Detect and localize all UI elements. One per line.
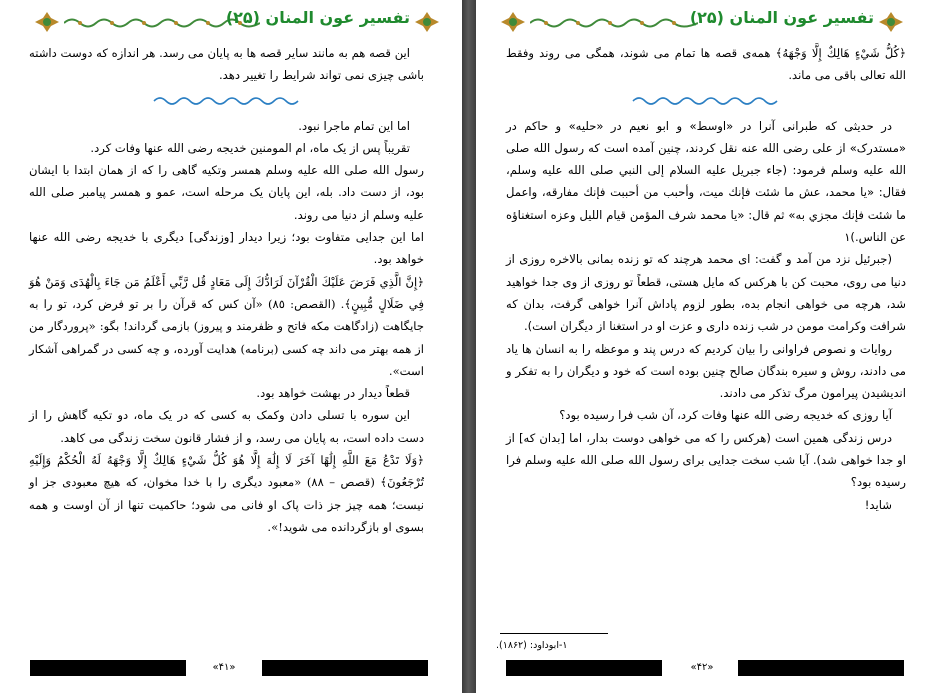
paragraph: تقریباً پس از یک ماه، ام المومنین خدیجه رضی الله عنها وفات کرد.	[90, 140, 410, 155]
footer-bar	[738, 660, 904, 676]
footer-bar	[506, 660, 662, 676]
quran-verse-paragraph: ﴿كُلُّ شَيْءٍ هَالِكٌ إِلَّا وَجْهَهُ﴾ همه‌ی قصه ها تمام می شوند، همگی می روند وفقط الله تعالی باقی می ماند.	[506, 46, 906, 83]
paragraph: این قصه هم به مانند سایر قصه ها به پایان می رسد. هر اندازه که دوست داشته باشی چیزی نمی تواند شرایط را تغییر دهد.	[29, 46, 424, 83]
page-header	[496, 6, 908, 36]
rosette-ornament-icon	[500, 11, 526, 33]
page-41	[0, 0, 462, 693]
quran-verse-paragraph: ﴿إِنَّ الَّذِي فَرَضَ عَلَيْكَ الْقُرْآنَ لَرَادُّكَ إِلَى مَعَادٍ قُل رَّبِّي أَعْلَمُ مَن جَاءَ بِالْهُدَى وَمَنْ هُوَ فِي ضَلَالٍ مُّبِينٍ﴾. (القصص: ٨٥) «آن کس که قرآن را بر تو فرض کرد، تو را به جایگاهت (زادگاهت مکه فاتح و ظفرمند و پیروز) بازمی گرداند! بگو: «پروردگار من از همه بهتر می داند چه کسی (برنامه) هدایت آورده، و چه کسی در گمراهی آشکار است».	[29, 274, 424, 378]
paragraph: آیا روزی که خدیجه رضی الله عنها وفات کرد، آن شب فرا رسیده بود؟	[559, 408, 892, 423]
paragraph: این سوره با تسلی دادن وکمک به کسی که در یک ماه، دو تکیه گاهش را از دست داده است، به پایان می رسد، و از فشار قانون سخت زندگی می کاهد.	[29, 408, 424, 445]
quran-verse-paragraph: ﴿وَلَا تَدْعُ مَعَ اللَّهِ إِلَٰهًا آخَرَ لَا إِلَٰهَ إِلَّا هُوَ كُلُّ شَيْءٍ هَالِكٌ إِلَّا وَجْهَهُ لَهُ الْحُكْمُ وَإِلَيْهِ تُرْجَعُونَ﴾ (قصص – ٨٨) «معبود دیگری را با خدا مخوان، که هیچ معبودی جز او نیست؛ همه چیز جز ذات پاک او فانی می شود؛ حاکمیت تنها از آن اوست و همه بسوی او بازگردانده می شوید!».	[29, 453, 424, 534]
header-title: تفسیر عون المنان (۲۵)	[689, 8, 874, 27]
page-number: «۴۱»	[212, 662, 236, 673]
paragraph: اما این جدایی متفاوت بود؛ زیرا دیدار [وزندگی] دیگری با خدیجه رضی الله عنها خواهد بود.	[29, 230, 424, 267]
page-body	[506, 42, 906, 516]
paragraph: قطعاً دیدار در بهشت خواهد بود.	[256, 386, 410, 401]
footer-bar	[30, 660, 186, 676]
paragraph: درس زندگی همین است (هرکس را که می خواهی دوست بدار، اما [بدان که] از او جدا خواهی شد). آیا شب سخت جدایی برای رسول الله صلی الله علیه وسلم فرا رسیده بود؟	[506, 430, 906, 490]
page-footer	[476, 660, 926, 676]
section-separator	[152, 95, 302, 107]
vine-ornament	[530, 16, 698, 30]
footer-bar	[262, 660, 428, 676]
paragraph: رسول الله صلی الله علیه وسلم همسر وتکیه گاهی را که از همان ابتدا با ایشان بود، از دست داد. بله، این پایان یک مرحله است، عمو و همسر پیامبر صلی الله علیه وسلم از دنیا می روند.	[29, 163, 424, 222]
book-spine	[462, 0, 476, 693]
header-title: تفسیر عون المنان (۲۵)	[225, 8, 410, 27]
page-footer	[0, 660, 462, 676]
rosette-ornament-icon	[878, 11, 904, 33]
paragraph: روایات و نصوص فراوانی را بیان کردیم که درس پند و موعظه را به انسان ها یاد می دادند، روش و سیره بندگان صالح چنین بوده است که خود و دیگران را به تفکر و اندیشیدن پیرامون مرگ تذکر می دادند.	[506, 341, 906, 401]
page-42	[476, 0, 926, 693]
page-number: «۴۲»	[690, 662, 714, 673]
paragraph: در حدیثی که طبرانی آنرا در «اوسط» و ابو نعیم در «حلیه» و حاکم در «مستدرک» از علی رضی الله عنه نقل کردند، چنین آمده است که رسول الله صلی الله علیه وسلم فرمود: (جاء جبريل عليه السلام إلى النبي صلى الله عليه وسلم، فقال: «يا محمد، عش ما شئت فإنك ميت، وأحبب من أحببت فإنك مفارقه، واعمل ما شئت فإنك مجزي به» ثم قال: «يا محمد شرف المؤمن قيام الليل وعزه استغناؤه عن الناس.)١	[506, 118, 906, 245]
page-header	[30, 6, 444, 36]
rosette-ornament-icon	[414, 11, 440, 33]
page-body	[29, 42, 424, 538]
paragraph: شاید!	[864, 497, 892, 512]
paragraph: اما این تمام ماجرا نبود.	[298, 118, 410, 133]
rosette-ornament-icon	[34, 11, 60, 33]
footnote: ١-ابوداود: (١٨۶٢).	[496, 640, 568, 651]
section-separator	[631, 95, 781, 107]
footnote-divider	[500, 633, 608, 634]
paragraph: (جبرئیل نزد من آمد و گفت: ای محمد هرچند که تو زنده بمانی بالاخره روزی از دنیا می روی، محبت کن با هرکس که مایل هستی، قطعاً تو روزی از وی جدا خواهید شد، هرچه می خواهی انجام بده، بطور لزوم پاداش آنرا خواهی گرفت، بدان که شرافت وکرامت مومن در شب زنده داری و عزت او در استغنا از دیگران است).	[506, 252, 906, 334]
